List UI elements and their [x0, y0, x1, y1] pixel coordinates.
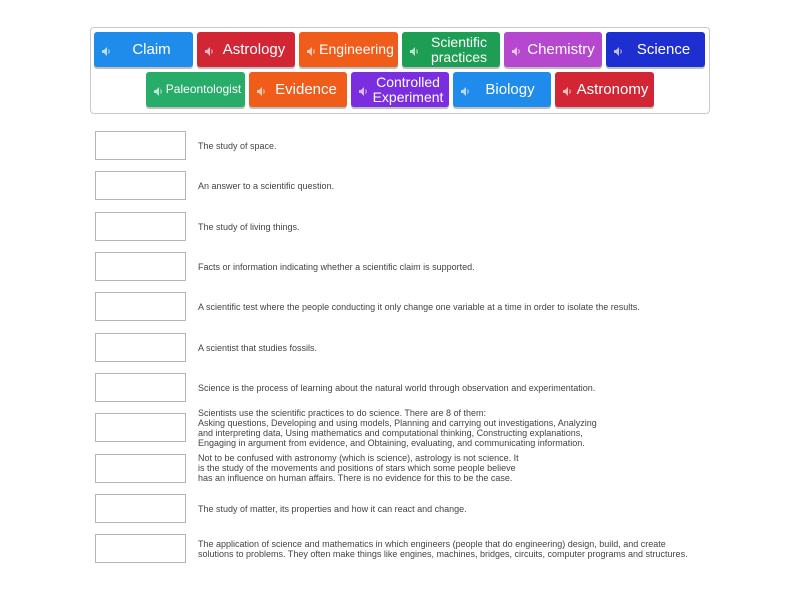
definition-4: Facts or information indicating whether a scientific claim is supported.: [198, 262, 475, 272]
speaker-icon[interactable]: [460, 84, 471, 95]
drop-slot-11[interactable]: [95, 534, 186, 563]
speaker-icon[interactable]: [409, 44, 420, 55]
drop-slot-2[interactable]: [95, 171, 186, 200]
tile-chemistry[interactable]: [504, 32, 602, 67]
speaker-icon[interactable]: [204, 44, 215, 55]
definition-3: The study of living things.: [198, 222, 300, 232]
drop-slot-8[interactable]: [95, 413, 186, 442]
drop-slot-4[interactable]: [95, 252, 186, 281]
tile-science[interactable]: [606, 32, 705, 67]
tile-label: Paleontologist: [165, 82, 242, 96]
drop-slot-5[interactable]: [95, 292, 186, 321]
drop-slot-7[interactable]: [95, 373, 186, 402]
drop-slot-1[interactable]: [95, 131, 186, 160]
tile-astronomy[interactable]: [555, 72, 654, 107]
tile-scientific-practices[interactable]: [402, 32, 500, 67]
tile-label: Scientific practices: [430, 33, 488, 65]
speaker-icon[interactable]: [613, 44, 624, 55]
drop-slot-6[interactable]: [95, 333, 186, 362]
speaker-icon[interactable]: [256, 84, 267, 95]
definition-5: A scientific test where the people conducting it only change one variable at a time in order to isolate the results.: [198, 302, 640, 312]
drop-slot-9[interactable]: [95, 454, 186, 483]
tile-label: Engineering: [319, 41, 394, 57]
speaker-icon[interactable]: [358, 84, 369, 95]
tile-biology[interactable]: [453, 72, 551, 107]
drop-slot-10[interactable]: [95, 494, 186, 523]
definition-2: An answer to a scientific question.: [198, 181, 335, 191]
tile-label: Evidence: [275, 81, 337, 98]
tile-evidence[interactable]: [249, 72, 347, 107]
definition-11: The application of science and mathematics in which engineers (people that do engineering) design, build, and create solutions to problems. They often make things like engines, machines, bridges, circuits, computer programs and structures.: [198, 539, 688, 559]
definition-6: A scientist that studies fossils.: [198, 343, 318, 353]
tile-engineering[interactable]: [299, 32, 398, 67]
tile-label: Claim: [132, 41, 171, 58]
speaker-icon[interactable]: [562, 84, 573, 95]
tile-claim[interactable]: [94, 32, 193, 67]
tile-astrology[interactable]: [197, 32, 295, 67]
speaker-icon[interactable]: [101, 44, 112, 55]
tile-paleontologist[interactable]: [146, 72, 245, 107]
definition-10: The study of matter, its properties and how it can react and change.: [198, 504, 467, 514]
tile-controlled-experiment[interactable]: [351, 72, 449, 107]
speaker-icon[interactable]: [306, 44, 317, 55]
speaker-icon[interactable]: [511, 44, 522, 55]
definition-8: Scientists use the scientific practices to do science. There are 8 of them: Asking questions, Developing and using models, Planning and carrying out investigations, Analyzing and interpreting data, Using mathematics and computational thinking, Constructing explanations, Engaging in argument from evidence, and Obtaining, evaluating, and communicating information.: [198, 408, 597, 448]
definition-7: Science is the process of learning about the natural world through observation and experimentation.: [198, 383, 596, 393]
tile-label: Controlled Experiment: [372, 73, 444, 105]
definition-9: Not to be confused with astronomy (which is science), astrology is not science. It is the study of the movements and positions of stars which some people believe has an influence on human affairs. There is no evidence for this to be the case.: [198, 453, 519, 483]
definition-1: The study of space.: [198, 141, 277, 151]
drop-slot-3[interactable]: [95, 212, 186, 241]
tile-label: Astronomy: [576, 81, 649, 98]
speaker-icon[interactable]: [153, 84, 164, 95]
tile-label: Biology: [485, 81, 535, 98]
tile-label: Astrology: [222, 41, 286, 58]
tile-label: Science: [636, 41, 691, 58]
tile-label: Chemistry: [527, 41, 595, 58]
